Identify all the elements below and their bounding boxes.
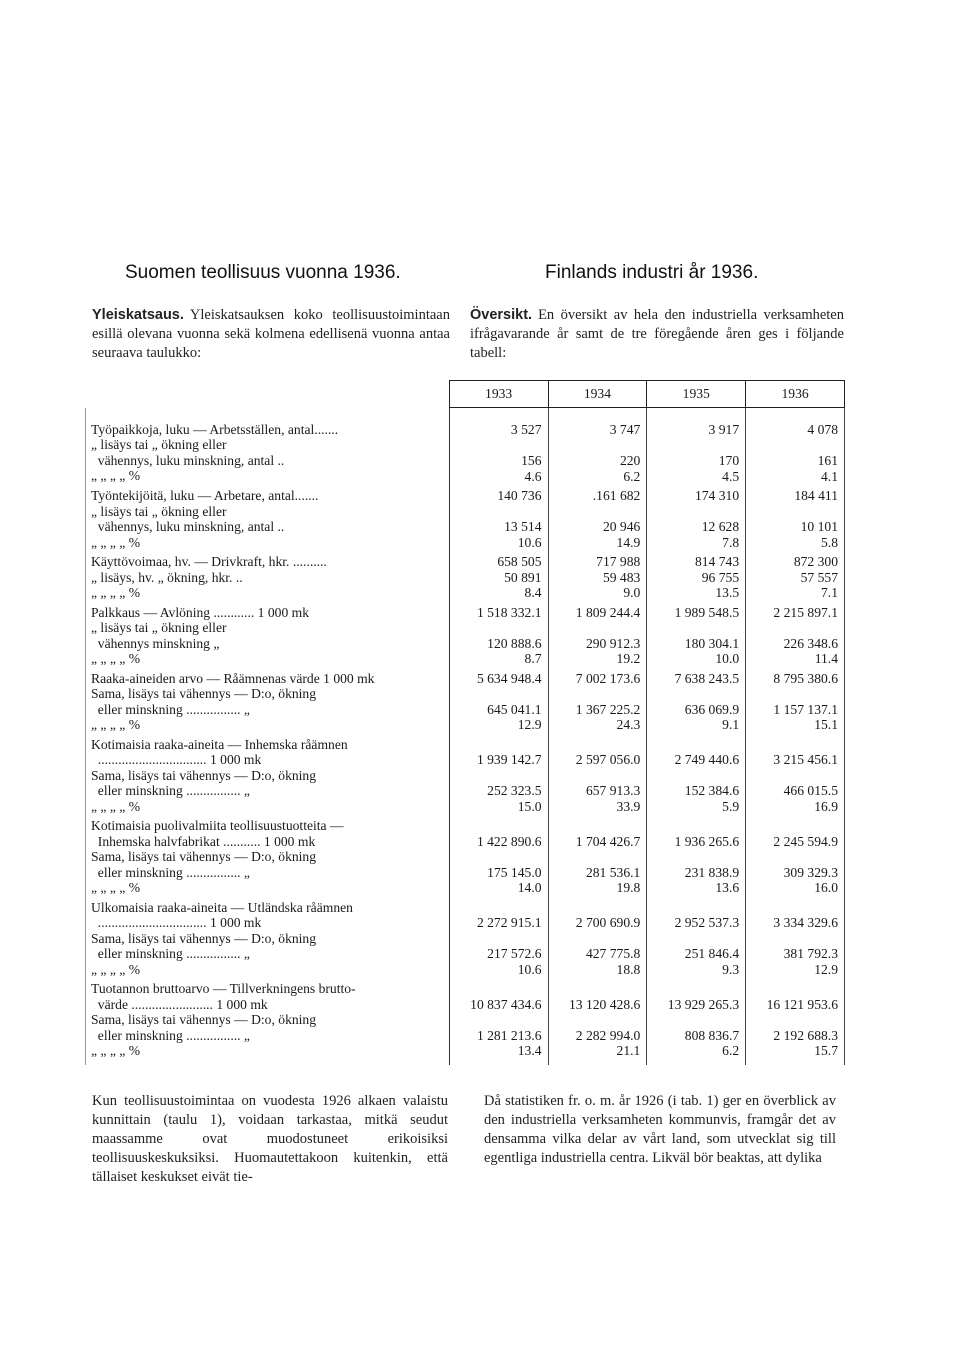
year-header: 1934 bbox=[548, 381, 647, 408]
row-label: Työntekijöitä, luku — Arbetare, antal....... „ lisäys tai „ ökning eller vähennys, luku minskning, antal .. „ „ „ „ % bbox=[86, 484, 450, 550]
row-label: Kotimaisia raaka-aineita — Inhemska råämnen ................................ 1 000 mk Sama, lisäys tai vähennys — D:o, ökning eller minskning ................ „ „ „ „ „ % bbox=[86, 733, 450, 815]
header-blank-cell bbox=[86, 381, 450, 408]
value-cell: 717 988 59 483 9.0 bbox=[548, 550, 647, 601]
value-cell: 140 736 13 514 10.6 bbox=[449, 484, 548, 550]
value-cell: 1 989 548.5 180 304.1 10.0 bbox=[647, 601, 746, 667]
value-cell: 1 939 142.7 252 323.5 15.0 bbox=[449, 733, 548, 815]
value-cell: 7 002 173.6 1 367 225.2 24.3 bbox=[548, 667, 647, 733]
value-cell: 174 310 12 628 7.8 bbox=[647, 484, 746, 550]
value-cell: 2 245 594.9 309 329.3 16.0 bbox=[746, 814, 845, 896]
page-title-finnish: Suomen teollisuus vuonna 1936. bbox=[125, 262, 401, 283]
intro-swedish bbox=[470, 306, 844, 363]
value-cell: 5 634 948.4 645 041.1 12.9 bbox=[449, 667, 548, 733]
value-cell: 2 952 537.3 251 846.4 9.3 bbox=[647, 896, 746, 978]
value-cell: 2 700 690.9 427 775.8 18.8 bbox=[548, 896, 647, 978]
value-cell: 3 334 329.6 381 792.3 12.9 bbox=[746, 896, 845, 978]
value-cell: 658 505 50 891 8.4 bbox=[449, 550, 548, 601]
table-row bbox=[86, 550, 845, 601]
value-cell: 3 917 170 4.5 bbox=[647, 408, 746, 485]
intro-swedish-lead: Översikt. bbox=[470, 307, 533, 323]
intro-finnish-text: Yleiskatsauksen koko teollisuustoimintaan esillä olevana vuonna sekä kolmena edellisenä vuonna antaa seuraava taulukko: bbox=[92, 307, 450, 361]
value-cell: 7 638 243.5 636 069.9 9.1 bbox=[647, 667, 746, 733]
year-header: 1936 bbox=[746, 381, 845, 408]
value-cell: 184 411 10 101 5.8 bbox=[746, 484, 845, 550]
row-label: Tuotannon bruttoarvo — Tillverkningens brutto- värde ........................ 1 000 mk Sama, lisäys tai vähennys — D:o, ökning eller minskning ................ „ „ „ „ „ % bbox=[86, 977, 450, 1065]
value-cell: 1 809 244.4 290 912.3 19.2 bbox=[548, 601, 647, 667]
table-row bbox=[86, 601, 845, 667]
table-row bbox=[86, 408, 845, 485]
value-cell: 1 704 426.7 281 536.1 19.8 bbox=[548, 814, 647, 896]
value-cell: 2 215 897.1 226 348.6 11.4 bbox=[746, 601, 845, 667]
value-cell: 3 527 156 4.6 bbox=[449, 408, 548, 485]
value-cell: 13 120 428.6 2 282 994.0 21.1 bbox=[548, 977, 647, 1065]
intro-swedish-text: En översikt av hela den industriella verksamheten ifrågavarande år samt de tre föregående åren ges i följande tabell: bbox=[470, 307, 844, 361]
table-row bbox=[86, 896, 845, 978]
row-label: Työpaikkoja, luku — Arbetsställen, antal....... „ lisäys tai „ ökning eller vähennys, luku minskning, antal .. „ „ „ „ % bbox=[86, 408, 450, 485]
year-header: 1933 bbox=[449, 381, 548, 408]
intro-finnish-lead: Yleiskatsaus. bbox=[92, 307, 184, 323]
footer-finnish-paragraph: Kun teollisuustoimintaa on vuodesta 1926 alkaen valaistu kunnittain (taulu 1), voidaan tarkastaa, mitkä seudut maassamme ovat muodostuneet erikoisiksi teollisuuskeskuksiksi. Huomautettakoon kuitenkin, että tällaiset keskukset eivät tie- bbox=[92, 1093, 448, 1185]
value-cell: 8 795 380.6 1 157 137.1 15.1 bbox=[746, 667, 845, 733]
statistics-table bbox=[85, 380, 845, 1065]
value-cell: 3 747 220 6.2 bbox=[548, 408, 647, 485]
year-header: 1935 bbox=[647, 381, 746, 408]
value-cell: 1 422 890.6 175 145.0 14.0 bbox=[449, 814, 548, 896]
page-title-swedish: Finlands industri år 1936. bbox=[545, 262, 759, 283]
footer-swedish-paragraph: Då statistiken fr. o. m. år 1926 (i tab. 1) ger en överblick av den industriella verksamheten kommunvis, framgår det av densamma vilka delar av vårt land, som utvecklat sig till egentliga industriella centra. Likväl bör beaktas, att dylika bbox=[484, 1093, 836, 1166]
value-cell: 10 837 434.6 1 281 213.6 13.4 bbox=[449, 977, 548, 1065]
row-label: Palkkaus — Avlöning ............ 1 000 mk „ lisäys tai „ ökning eller vähennys minskning „ „ „ „ „ % bbox=[86, 601, 450, 667]
row-label: Ulkomaisia raaka-aineita — Utländska råämnen ................................ 1 000 mk Sama, lisäys tai vähennys — D:o, ökning eller minskning ................ „ „ „ „ „ % bbox=[86, 896, 450, 978]
value-cell: 2 597 056.0 657 913.3 33.9 bbox=[548, 733, 647, 815]
table-row bbox=[86, 814, 845, 896]
value-cell: 3 215 456.1 466 015.5 16.9 bbox=[746, 733, 845, 815]
value-cell: 1 518 332.1 120 888.6 8.7 bbox=[449, 601, 548, 667]
value-cell: 1 936 265.6 231 838.9 13.6 bbox=[647, 814, 746, 896]
value-cell: 13 929 265.3 808 836.7 6.2 bbox=[647, 977, 746, 1065]
row-label: Kotimaisia puolivalmiita teollisuustuotteita — Inhemska halvfabrikat ........... 1 000 mk Sama, lisäys tai vähennys — D:o, ökning eller minskning ................ „ „ „ „ „ % bbox=[86, 814, 450, 896]
value-cell: 872 300 57 557 7.1 bbox=[746, 550, 845, 601]
value-cell: 4 078 161 4.1 bbox=[746, 408, 845, 485]
value-cell: 2 272 915.1 217 572.6 10.6 bbox=[449, 896, 548, 978]
value-cell: 16 121 953.6 2 192 688.3 15.7 bbox=[746, 977, 845, 1065]
value-cell: .161 682 20 946 14.9 bbox=[548, 484, 647, 550]
row-label: Käyttövoimaa, hv. — Drivkraft, hkr. .......... „ lisäys, hv. „ ökning, hkr. .. „ „ „ „ % bbox=[86, 550, 450, 601]
value-cell: 2 749 440.6 152 384.6 5.9 bbox=[647, 733, 746, 815]
intro-finnish bbox=[92, 306, 450, 363]
table-row bbox=[86, 667, 845, 733]
table-row bbox=[86, 484, 845, 550]
table-row bbox=[86, 977, 845, 1065]
value-cell: 814 743 96 755 13.5 bbox=[647, 550, 746, 601]
table-header-row bbox=[86, 381, 845, 408]
table-row bbox=[86, 733, 845, 815]
row-label: Raaka-aineiden arvo — Råämnenas värde 1 000 mk Sama, lisäys tai vähennys — D:o, ökning eller minskning ................ „ „ „ „ „ % bbox=[86, 667, 450, 733]
statistics-table-wrapper bbox=[85, 380, 845, 1065]
